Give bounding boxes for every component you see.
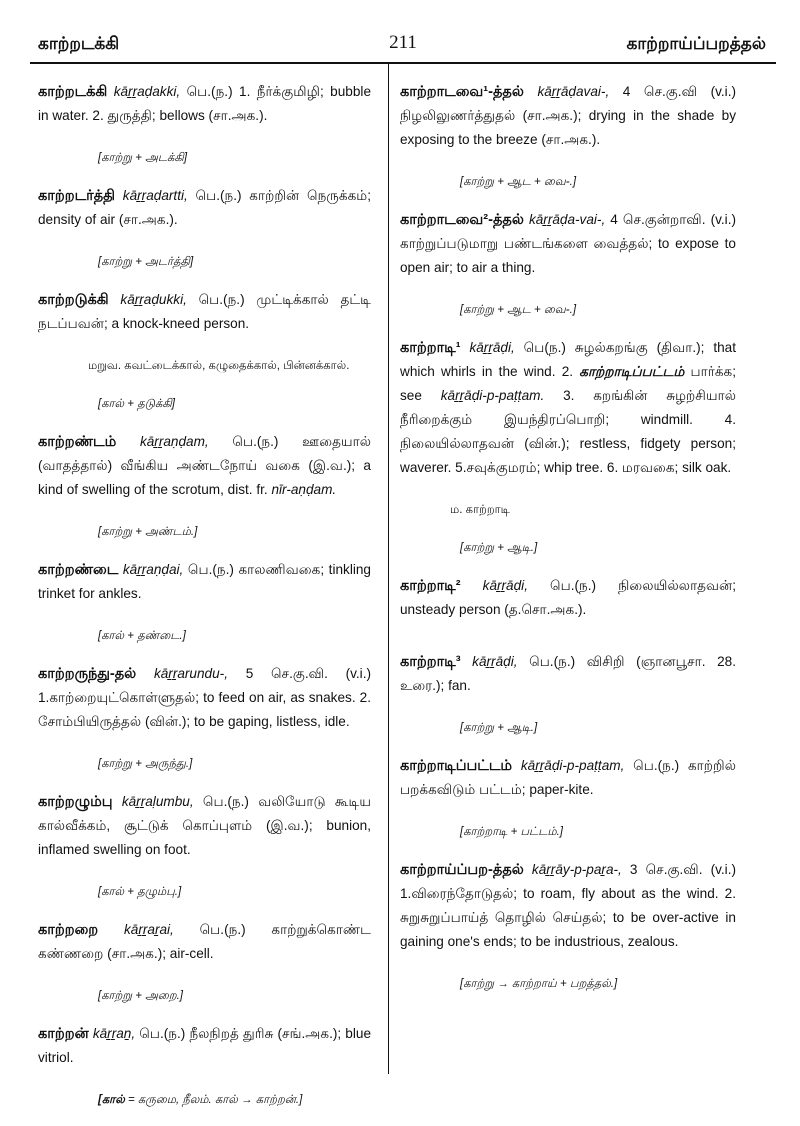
- transliteration: kāṟṟāḍi,: [472, 654, 518, 669]
- etymology: [காற்று + ஆடி.]: [460, 722, 538, 734]
- etymology: [காற்று + ஆட + வை-.]: [460, 304, 577, 316]
- etymology: [காற்று + ஆடி.]: [460, 542, 538, 554]
- transliteration: kāṟṟaṇḍai,: [122, 562, 184, 577]
- cross-reference: nīr-aṇḍam.: [271, 482, 337, 497]
- transliteration: kāṟṟāḍi,: [469, 340, 515, 355]
- definition: பெ.(ந.) முட்டிக்கால் தட்டி நடப்பவன்; a knock-kneed person.: [38, 292, 371, 331]
- etymology: [98, 1092, 371, 1108]
- column-divider: [388, 64, 389, 1074]
- transliteration: kāṟṟāḍi-p-paṭṭam,: [520, 758, 625, 773]
- dictionary-entry: [400, 650, 736, 698]
- etymology: [காற்று → காற்றாய் + பறத்தல்.]: [460, 978, 618, 990]
- guideword-left: காற்றடக்கி: [38, 34, 120, 53]
- dictionary-entry: [400, 336, 736, 480]
- definition: 4 செ.கு.வி (v.i.) நிழலிலுணர்த்துதல் (சா.அக.); drying in the shade by exposing to the breeze (சா.அக.).: [400, 84, 736, 147]
- definition: பெ.(ந.) காற்றில் பறக்கவிடும் பட்டம்; paper-kite.: [400, 758, 737, 797]
- headword: காற்றறை: [38, 922, 99, 938]
- dictionary-entry: [400, 574, 736, 622]
- spacer: [400, 636, 736, 650]
- definition: பெ.(ந.) நிலையில்லாதவன்; unsteady person (த.சொ.அக.).: [400, 578, 737, 617]
- transliteration: kāṟṟarundu-,: [153, 666, 228, 681]
- definition-cont: 3. கறங்கின் சுழற்சியால் நீரிறைக்கும் இயந்திரப்பொறி; windmill. 4. நிலையில்லாதவன் (வின்.); restless, fidgety person; waverer. 5.சவுக்குமரம்; whip tree. 6. மரவகை; silk oak.: [400, 388, 736, 475]
- headword: காற்றடர்த்தி: [38, 188, 116, 204]
- headword: காற்றடக்கி: [38, 84, 108, 100]
- dictionary-entry: [38, 288, 371, 336]
- etymology: [காற்று + அடக்கி]: [98, 152, 188, 164]
- transliteration: kāṟṟāḍavai-,: [537, 84, 610, 99]
- etymology: [கால் + தடுக்கி]: [98, 398, 175, 410]
- definition: பெ.(ந.) விசிறி (ஞானபூசா. 28. உரை.); fan.: [400, 654, 737, 693]
- dictionary-entry: [38, 558, 371, 606]
- dictionary-entry: [38, 918, 371, 966]
- headword: காற்றன்: [38, 1026, 89, 1042]
- definition: பெ.(ந.) காற்றின் நெருக்கம்; density of air (சா.அக.).: [38, 188, 371, 227]
- etymology: [காற்று + அருந்து.]: [98, 758, 193, 770]
- etymology: [காற்று + அறை.]: [98, 990, 183, 1002]
- headword: காற்றாடி³: [400, 654, 461, 670]
- dictionary-entry: [38, 790, 371, 862]
- etymology-rest: = கருமை, நீலம். கால் → காற்றன்.]: [127, 1094, 303, 1106]
- definition: பெ.(ந.) நீலநிறத் துரிசு (சங்.அக.); blue vitriol.: [38, 1026, 372, 1065]
- header-rule: [30, 62, 776, 64]
- transliteration: kāṟṟaṟai,: [123, 922, 174, 937]
- etymology: [கால் + தண்டை.]: [98, 630, 186, 642]
- transliteration: kāṟṟāḍi,: [482, 578, 528, 593]
- headword: காற்றருந்து-தல்: [38, 666, 137, 682]
- definition: 4 செ.குன்றாவி. (v.i.) காற்றுப்படுமாறு பண்டங்களை வைத்தல்; to expose to open air; to air a thing.: [400, 212, 736, 275]
- headword: காற்றாடவை¹-த்தல்: [400, 84, 524, 100]
- dictionary-entry: [38, 80, 371, 128]
- transliteration: kāṟṟāy-p-paṟa-,: [531, 862, 622, 877]
- headword: காற்றாடிப்பட்டம்: [400, 758, 513, 774]
- etymology: [கால் + தழும்பு.]: [98, 886, 182, 898]
- etymology: [காற்று + அண்டம்.]: [98, 526, 198, 538]
- page-header: [30, 30, 776, 60]
- spacer: [400, 622, 736, 636]
- etymology-bold: [கால்: [98, 1094, 128, 1106]
- variant-note: மறுவ. கவட்டைக்கால், கழுதைக்கால், பின்னக்கால்.: [88, 360, 350, 372]
- headword: காற்றாய்ப்பற-த்தல்: [400, 862, 524, 878]
- headword: காற்றண்டம்: [38, 434, 117, 450]
- transliteration: kāṟṟaḍartti,: [122, 188, 188, 203]
- headword: காற்றாடி²: [400, 578, 461, 594]
- transliteration: kāṟṟaḍukki,: [120, 292, 187, 307]
- definition: 3 செ.கு.வி. (v.i.) 1.விரைந்தோடுதல்; to roam, fly about as the wind. 2. சுறுசுறுப்பாய்த் தொழில் செய்தல்; to be over-active in gaining one's ends; to be industrious, zealous.: [400, 862, 736, 949]
- transliteration: kāṟṟaṇḍam,: [139, 434, 209, 449]
- definition: பெ.(ந.) காற்றுக்கொண்ட கண்ணறை (சா.அக.); air-cell.: [38, 922, 371, 961]
- dictionary-entry: [38, 662, 371, 734]
- dictionary-entry: [38, 184, 371, 232]
- headword: காற்றண்டை: [38, 562, 119, 578]
- headword: காற்றழும்பு: [38, 794, 113, 810]
- cognate-note: ம. காற்றாடி: [450, 504, 510, 516]
- definition: பெ(ந.) சுழல்கறங்கு (திவா.); that which whirls in the wind. 2.: [400, 340, 736, 379]
- dictionary-entry: [400, 754, 736, 802]
- headword: காற்றடுக்கி: [38, 292, 109, 308]
- cross-reference: kāṟṟāḍi-p-paṭṭam.: [440, 388, 545, 403]
- dictionary-entry: [400, 858, 736, 954]
- definition: பெ.(ந.) வலியோடு கூடிய கால்வீக்கம், சூட்டுக் கொப்புளம் (இ.வ.); bunion, inflamed swelling on foot.: [38, 794, 371, 857]
- headword: காற்றாடவை²-த்தல்: [400, 212, 524, 228]
- definition-cont: பார்க்க; see: [400, 364, 736, 403]
- page-number: 211: [389, 32, 417, 53]
- definition: பெ.(ந.) காலணிவகை; tinkling trinket for ankles.: [38, 562, 371, 601]
- etymology: [காற்று + அடர்த்தி]: [98, 256, 194, 268]
- left-column: [38, 80, 371, 1126]
- etymology: [காற்று + ஆட + வை-.]: [460, 176, 577, 188]
- dictionary-entry: [38, 430, 371, 502]
- transliteration: kāṟṟaṉ,: [92, 1026, 136, 1041]
- definition: 5 செ.கு.வி. (v.i.) 1.காற்றையுட்கொள்ளுதல்; to feed on air, as snakes. 2. சோம்பியிருத்தல் (வின்.); to be gaping, listless, idle.: [38, 666, 371, 729]
- dictionary-entry: [400, 80, 736, 152]
- dictionary-entry: [400, 208, 736, 280]
- guideword-right: காற்றாய்ப்பறத்தல்: [626, 34, 766, 53]
- transliteration: kāṟṟaḍakki,: [113, 84, 181, 99]
- dictionary-entry: [38, 1022, 371, 1070]
- cross-reference-tamil: காற்றாடிப்பட்டம்: [579, 364, 685, 379]
- definition: பெ.(ந.) ஊதையால் (வாதத்தால்) வீங்கிய அண்டநோய் வகை (இ.வ.); a kind of swelling of the scrotum, dist. fr.: [38, 434, 372, 497]
- transliteration: kāṟṟāḍa-vai-,: [528, 212, 606, 227]
- definition: பெ.(ந.) 1. நீர்க்குமிழி; bubble in water. 2. துருத்தி; bellows (சா.அக.).: [38, 84, 371, 123]
- headword: காற்றாடி¹: [400, 340, 461, 356]
- etymology: [காற்றாடி + பட்டம்.]: [460, 826, 563, 838]
- right-column: [400, 80, 736, 1010]
- transliteration: kāṟṟaḷumbu,: [121, 794, 194, 809]
